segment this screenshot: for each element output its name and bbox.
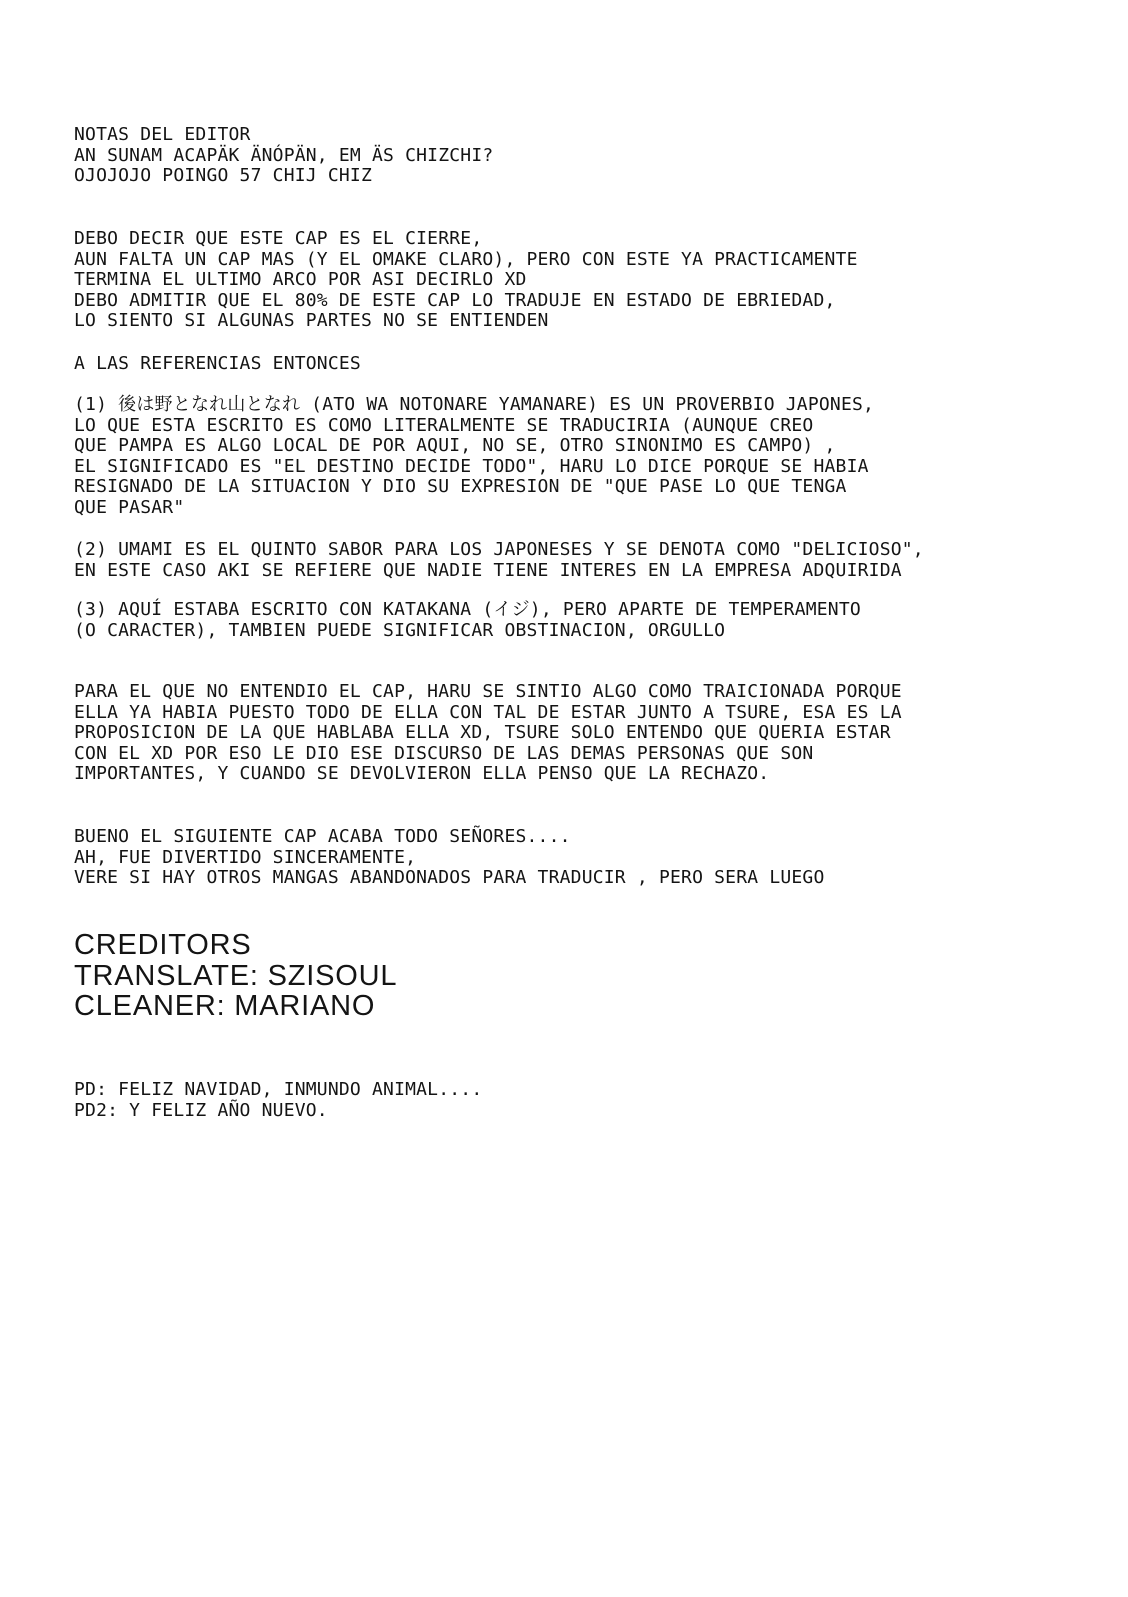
closing-line: BUENO EL SIGUIENTE CAP ACABA TODO SEÑORES.... (74, 826, 571, 847)
postscript-line: PD2: Y FELIZ AÑO NUEVO. (74, 1099, 328, 1121)
notes-header-line: AN SUNAM ACAPÄK ÄNÓPÄN, EM ÄS CHIZCHI? (74, 144, 494, 166)
summary-line: CON EL XD POR ESO LE DIO ESE DISCURSO DE LAS DEMAS PERSONAS QUE SON (74, 742, 814, 764)
credit-translator: TRANSLATE: SZISOUL (74, 959, 398, 992)
intro-line: DEBO ADMITIR QUE EL 80% DE ESTE CAP LO TRADUJE EN ESTADO DE EBRIEDAD, (74, 289, 836, 311)
notes-header (74, 125, 1068, 187)
postscript-line: PD: FELIZ NAVIDAD, INMUNDO ANIMAL.... (74, 1079, 483, 1100)
reference-line: RESIGNADO DE LA SITUACION Y DIO SU EXPRESION DE "QUE PASE LO QUE TENGA (74, 476, 847, 498)
reference-3 (74, 600, 1068, 641)
intro-paragraph (74, 229, 1068, 332)
closing-line: VERE SI HAY OTROS MANGAS ABANDONADOS PARA TRADUCIR , PERO SERA LUEGO (74, 867, 825, 889)
summary-line: PARA EL QUE NO ENTENDIO EL CAP, HARU SE SINTIO ALGO COMO TRAICIONADA PORQUE (74, 681, 902, 702)
closing-line: AH, FUE DIVERTIDO SINCERAMENTE, (74, 846, 417, 868)
references-heading-text: A LAS REFERENCIAS ENTONCES (74, 353, 361, 374)
intro-line: LO SIENTO SI ALGUNAS PARTES NO SE ENTIENDEN (74, 310, 549, 332)
references-heading (74, 354, 1068, 375)
summary-line: IMPORTANTES, Y CUANDO SE DEVOLVIERON ELLA PENSO QUE LA RECHAZO. (74, 763, 770, 785)
intro-line: DEBO DECIR QUE ESTE CAP ES EL CIERRE, (74, 228, 483, 249)
postscript (74, 1080, 1068, 1121)
summary-line: ELLA YA HABIA PUESTO TODO DE ELLA CON TAL DE ESTAR JUNTO A TSURE, ESA ES LA (74, 701, 902, 723)
reference-line: LO QUE ESTA ESCRITO ES COMO LITERALMENTE SE TRADUCIRIA (AUNQUE CREO (74, 414, 814, 436)
reference-line: QUE PAMPA ES ALGO LOCAL DE POR AQUI, NO SE, OTRO SINONIMO ES CAMPO) , (74, 435, 836, 457)
chapter-summary (74, 682, 1068, 785)
reference-line: QUE PASAR" (74, 496, 185, 518)
notes-title: NOTAS DEL EDITOR (74, 124, 251, 145)
credits-title: CREDITORS (74, 929, 252, 961)
reference-line: (O CARACTER), TAMBIEN PUEDE SIGNIFICAR OBSTINACION, ORGULLO (74, 619, 726, 641)
reference-1 (74, 395, 1068, 519)
closing-paragraph (74, 827, 1068, 889)
reference-line: (2) UMAMI ES EL QUINTO SABOR PARA LOS JAPONESES Y SE DENOTA COMO "DELICIOSO", (74, 539, 924, 560)
summary-line: PROPOSICION DE LA QUE HABLABA ELLA XD, TSURE SOLO ENTENDO QUE QUERIA ESTAR (74, 722, 891, 744)
reference-2 (74, 540, 1068, 581)
intro-line: TERMINA EL ULTIMO ARCO POR ASI DECIRLO XD (74, 269, 527, 291)
credit-cleaner: CLEANER: MARIANO (74, 990, 376, 1022)
reference-line: (1) 後は野となれ山となれ (ATO WA NOTONARE YAMANARE) ES UN PROVERBIO JAPONES, (74, 394, 875, 415)
reference-line: EN ESTE CASO AKI SE REFIERE QUE NADIE TIENE INTERES EN LA EMPRESA ADQUIRIDA (74, 559, 902, 581)
reference-line: (3) AQUÍ ESTABA ESCRITO CON KATAKANA (イジ), PERO APARTE DE TEMPERAMENTO (74, 599, 861, 620)
notes-header-line: OJOJOJO POINGO 57 CHIJ CHIZ (74, 165, 372, 187)
credits (74, 930, 1068, 1022)
intro-line: AUN FALTA UN CAP MAS (Y EL OMAKE CLARO), PERO CON ESTE YA PRACTICAMENTE (74, 248, 858, 270)
reference-line: EL SIGNIFICADO ES "EL DESTINO DECIDE TODO", HARU LO DICE PORQUE SE HABIA (74, 455, 869, 477)
